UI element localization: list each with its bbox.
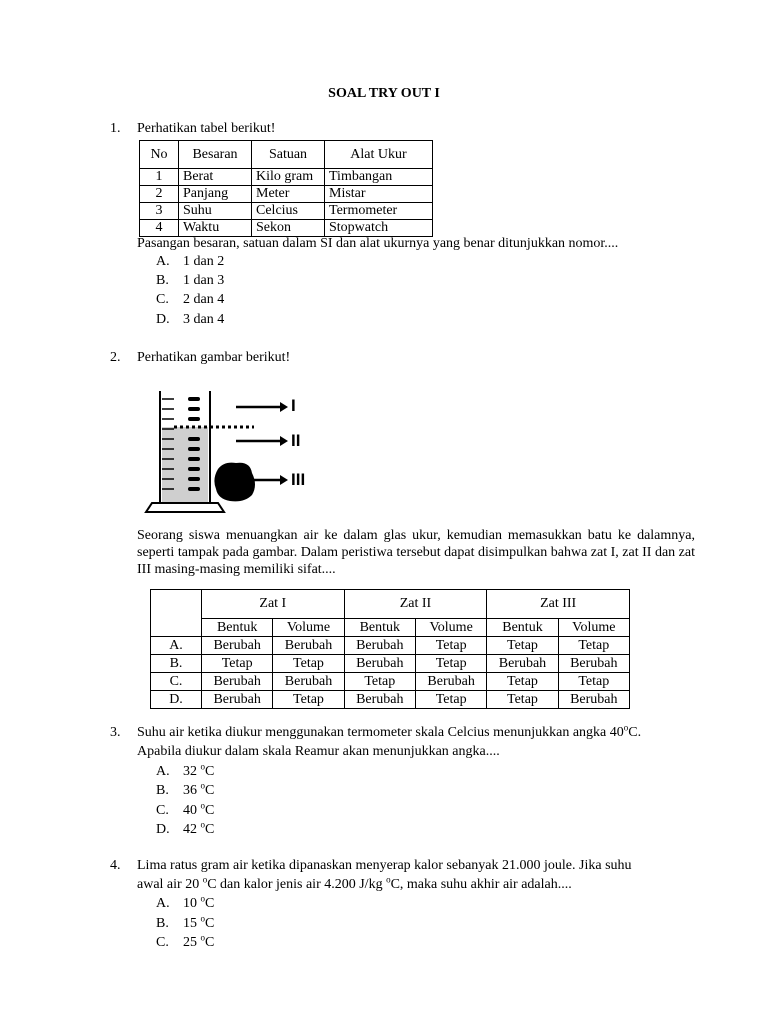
table-cell: Panjang xyxy=(179,186,252,203)
question-text: Pasangan besaran, satuan dalam SI dan alat ukurnya yang benar ditunjukkan nomor.... xyxy=(137,236,619,251)
table-cell: Berubah xyxy=(558,691,629,709)
table-header: Alat Ukur xyxy=(325,141,433,169)
table-cell: Tetap xyxy=(487,673,558,691)
table-subheader: Volume xyxy=(273,619,344,637)
option-letter[interactable]: D. xyxy=(156,312,170,327)
question-text: Apabila diukur dalam skala Reamur akan menunjukkan angka.... xyxy=(137,744,500,759)
table-subheader: Bentuk xyxy=(344,619,415,637)
option-unit: C xyxy=(205,803,215,818)
table-cell: Suhu xyxy=(179,203,252,220)
question-text-part: C dan kalor jenis air 4.200 J/kg xyxy=(207,877,387,892)
degree-sign: o xyxy=(200,819,205,830)
table-group-header: Zat I xyxy=(202,590,345,619)
arrow-head-i xyxy=(280,402,288,412)
quantity-table xyxy=(139,140,433,237)
option-value: 32 xyxy=(183,764,201,779)
table-cell: Berat xyxy=(179,169,252,186)
option-letter[interactable]: A. xyxy=(151,637,202,655)
table-cell: Berubah xyxy=(273,637,344,655)
option-text[interactable] xyxy=(183,780,215,799)
question-text-part: awal air 20 xyxy=(137,877,203,892)
table-cell: 2 xyxy=(140,186,179,203)
table-cell: Termometer xyxy=(325,203,433,220)
table-cell: Tetap xyxy=(273,655,344,673)
table-subheader-row xyxy=(151,619,630,637)
table-cell: Berubah xyxy=(202,637,273,655)
degree-sign: o xyxy=(202,874,208,885)
option-letter[interactable]: B. xyxy=(151,655,202,673)
table-cell: 1 xyxy=(140,169,179,186)
table-row xyxy=(140,169,433,186)
option-unit: C xyxy=(205,764,215,779)
option-letter[interactable]: D. xyxy=(156,822,170,837)
option-letter[interactable]: B. xyxy=(156,783,169,798)
table-cell: Berubah xyxy=(415,673,486,691)
question-number: 2. xyxy=(110,350,121,365)
option-value: 40 xyxy=(183,803,201,818)
table-header-row xyxy=(151,590,630,619)
table-subheader: Volume xyxy=(558,619,629,637)
figure-label-ii: II xyxy=(291,431,301,450)
figure-label-i: I xyxy=(291,396,296,415)
table-cell: Kilo gram xyxy=(252,169,325,186)
table-row xyxy=(140,186,433,203)
option-letter[interactable]: C. xyxy=(156,803,169,818)
option-text[interactable]: 3 dan 4 xyxy=(183,312,225,327)
question-number: 4. xyxy=(110,858,121,873)
table-subheader: Bentuk xyxy=(487,619,558,637)
arrow-head-iii xyxy=(280,475,288,485)
option-value: 15 xyxy=(183,916,201,931)
cylinder-base xyxy=(146,503,224,512)
table-cell: Stopwatch xyxy=(325,220,433,237)
arrow-head-ii xyxy=(280,436,288,446)
question-prompt: Perhatikan tabel berikut! xyxy=(137,121,276,136)
option-letter[interactable]: C. xyxy=(156,292,169,307)
table-corner-cell xyxy=(151,590,202,637)
table-group-header: Zat II xyxy=(344,590,487,619)
degree-sign: o xyxy=(200,893,205,904)
table-cell: 3 xyxy=(140,203,179,220)
degree-sign: o xyxy=(200,761,205,772)
question-text-part: Suhu air ketika diukur menggunakan termometer skala Celcius menunjukkan angka 40 xyxy=(137,725,624,740)
table-row[interactable] xyxy=(151,691,630,709)
table-cell: Mistar xyxy=(325,186,433,203)
question-text xyxy=(137,722,642,741)
table-header: Besaran xyxy=(179,141,252,169)
option-text[interactable] xyxy=(183,800,215,819)
option-letter[interactable]: A. xyxy=(156,896,170,911)
option-letter[interactable]: B. xyxy=(156,273,169,288)
table-cell: 4 xyxy=(140,220,179,237)
stone xyxy=(214,463,255,502)
option-text[interactable]: 1 dan 3 xyxy=(183,273,225,288)
figure-label-iii: III xyxy=(291,470,306,489)
table-row[interactable] xyxy=(151,637,630,655)
question-number: 1. xyxy=(110,121,121,136)
table-cell: Tetap xyxy=(487,637,558,655)
option-text[interactable] xyxy=(183,932,215,951)
table-cell: Tetap xyxy=(202,655,273,673)
table-row xyxy=(140,203,433,220)
option-unit: C xyxy=(205,783,215,798)
option-letter[interactable]: B. xyxy=(156,916,169,931)
question-text xyxy=(137,874,572,893)
page-title: SOAL TRY OUT I xyxy=(328,86,440,101)
table-cell: Tetap xyxy=(415,637,486,655)
table-cell: Tetap xyxy=(415,691,486,709)
option-letter[interactable]: C. xyxy=(151,673,202,691)
option-text[interactable]: 1 dan 2 xyxy=(183,254,225,269)
question-text-part: C. xyxy=(628,725,642,740)
option-letter[interactable]: A. xyxy=(156,764,170,779)
option-letter[interactable]: A. xyxy=(156,254,170,269)
table-subheader: Volume xyxy=(415,619,486,637)
option-text[interactable] xyxy=(183,761,215,780)
table-row[interactable] xyxy=(151,655,630,673)
table-row[interactable] xyxy=(151,673,630,691)
table-row xyxy=(140,220,433,237)
table-cell: Tetap xyxy=(487,691,558,709)
degree-sign: o xyxy=(200,932,205,943)
properties-table xyxy=(150,589,630,709)
option-letter[interactable]: C. xyxy=(156,935,169,950)
option-value: 36 xyxy=(183,783,201,798)
table-cell: Waktu xyxy=(179,220,252,237)
table-cell: Berubah xyxy=(344,655,415,673)
option-letter[interactable]: D. xyxy=(151,691,202,709)
table-cell: Berubah xyxy=(202,673,273,691)
degree-sign: o xyxy=(386,874,391,885)
question-text-part: C, maka suhu akhir air adalah.... xyxy=(390,877,572,892)
option-text[interactable] xyxy=(183,819,215,838)
degree-sign: o xyxy=(200,780,205,791)
table-cell: Tetap xyxy=(415,655,486,673)
table-cell: Berubah xyxy=(344,637,415,655)
table-header: No xyxy=(140,141,179,169)
table-cell: Tetap xyxy=(273,691,344,709)
table-subheader: Bentuk xyxy=(202,619,273,637)
option-value: 42 xyxy=(183,822,201,837)
table-cell: Berubah xyxy=(558,655,629,673)
table-cell: Timbangan xyxy=(325,169,433,186)
table-header-row xyxy=(140,141,433,169)
degree-sign: o xyxy=(200,800,205,811)
question-prompt: Perhatikan gambar berikut! xyxy=(137,350,291,365)
option-unit: C xyxy=(205,935,215,950)
table-cell: Tetap xyxy=(344,673,415,691)
option-value: 10 xyxy=(183,896,201,911)
table-cell: Berubah xyxy=(273,673,344,691)
degree-sign: o xyxy=(200,913,205,924)
option-value: 25 xyxy=(183,935,201,950)
table-header: Satuan xyxy=(252,141,325,169)
table-cell: Tetap xyxy=(558,673,629,691)
option-text[interactable]: 2 dan 4 xyxy=(183,292,225,307)
table-cell: Berubah xyxy=(344,691,415,709)
degree-sign: o xyxy=(623,722,629,733)
option-text[interactable] xyxy=(183,893,215,912)
question-text: Lima ratus gram air ketika dipanaskan menyerap kalor sebanyak 21.000 joule. Jika suhu xyxy=(137,858,632,873)
table-cell: Meter xyxy=(252,186,325,203)
table-cell: Tetap xyxy=(558,637,629,655)
option-unit: C xyxy=(205,822,215,837)
question-paragraph: Seorang siswa menuangkan air ke dalam glas ukur, kemudian memasukkan batu ke dalamnya, seperti tampak pada gambar. Dalam peristiwa tersebut dapat disimpulkan bahwa zat I, zat II dan zat III masing-masing memiliki sifat.... xyxy=(137,528,695,577)
table-group-header: Zat III xyxy=(487,590,630,619)
table-cell: Berubah xyxy=(202,691,273,709)
question-number: 3. xyxy=(110,725,121,740)
option-text[interactable] xyxy=(183,913,215,932)
option-unit: C xyxy=(205,896,215,911)
table-cell: Sekon xyxy=(252,220,325,237)
table-cell: Celcius xyxy=(252,203,325,220)
option-unit: C xyxy=(205,916,215,931)
table-cell: Berubah xyxy=(487,655,558,673)
